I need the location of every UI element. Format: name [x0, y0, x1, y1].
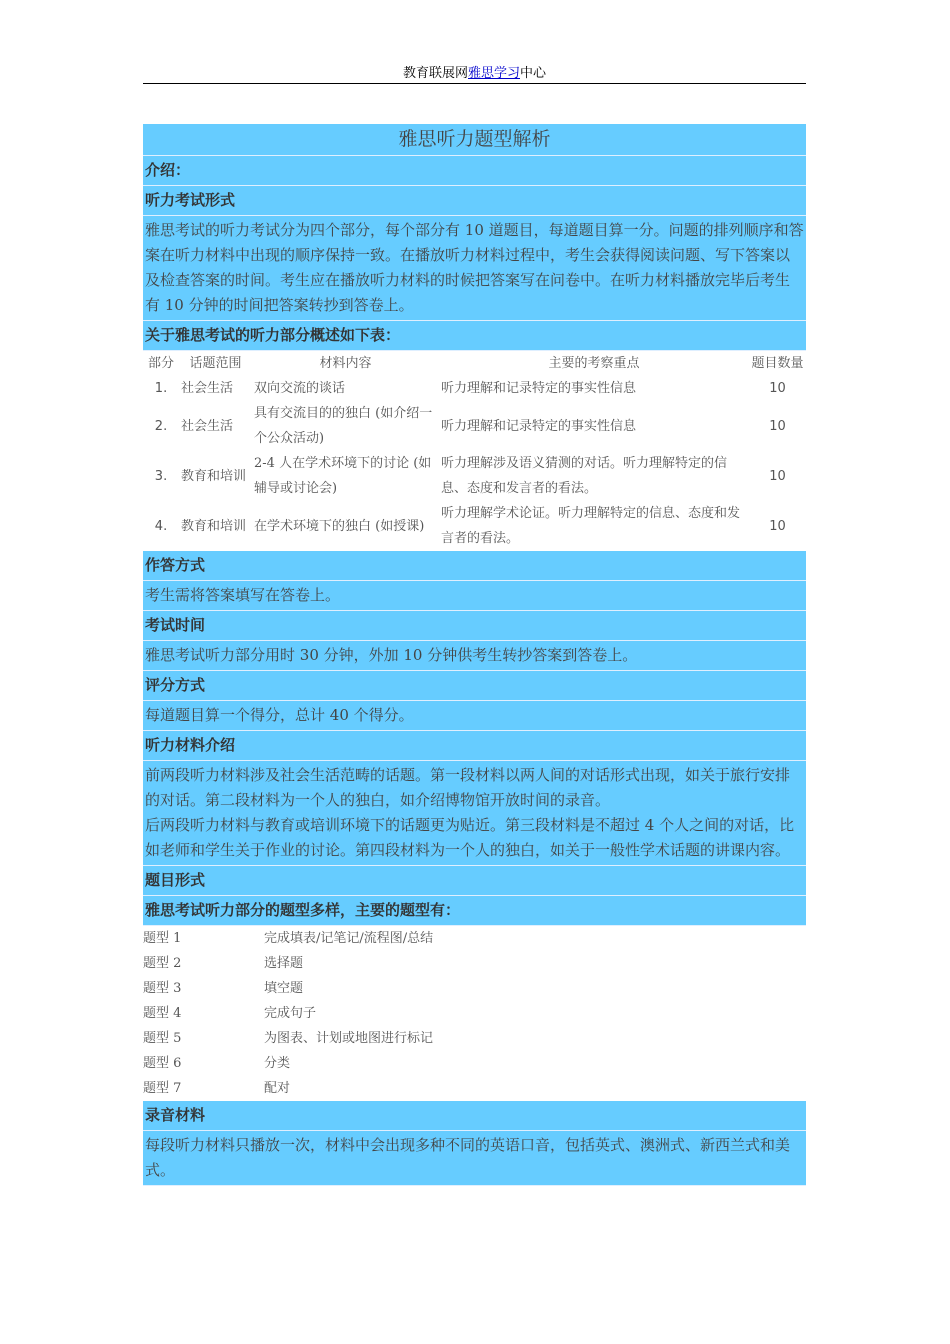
question-forms-intro: 雅思考试听力部分的题型多样，主要的题型有：	[143, 896, 806, 926]
list-item: 题型 2 选择题	[143, 956, 304, 971]
list-item: 题型 6 分类	[143, 1056, 291, 1071]
header-link[interactable]: 雅思学习	[467, 66, 520, 81]
table-cell: 10	[769, 381, 786, 396]
table-cell: 3.	[154, 468, 168, 484]
table-intro: 关于雅思考试的听力部分概述如下表：	[143, 321, 806, 351]
table-cell: 教育和培训	[181, 468, 247, 484]
list-item: 题型 7 配对	[143, 1081, 291, 1096]
list-item: 题型 3 填空题	[143, 981, 304, 996]
table-cell: 具有交流目的的独白 (如介绍一个公众活动)	[254, 406, 433, 446]
table-header: 题目数量	[751, 356, 804, 371]
table-cell: 10	[769, 518, 786, 534]
table-row	[143, 401, 806, 451]
header-prefix: 教育联展网	[402, 66, 468, 81]
recording-text: 每段听力材料只播放一次，材料中会出现多种不同的英语口音，包括英式、澳洲式、新西兰式和美式。	[143, 1131, 806, 1186]
table-row	[143, 501, 806, 551]
table-cell: 社会生活	[181, 381, 234, 396]
answer-method-heading: 作答方式	[143, 551, 806, 581]
table-header: 材料内容	[319, 356, 372, 371]
table-row	[143, 376, 806, 401]
table-cell: 双向交流的谈话	[254, 381, 346, 396]
document-content	[143, 124, 806, 1186]
answer-method-text: 考生需将答案填写在答卷上。	[143, 581, 806, 611]
question-forms-heading: 题目形式	[143, 866, 806, 896]
page-title: 雅思听力题型解析	[143, 124, 806, 156]
table-cell: 4.	[154, 518, 168, 534]
table-row	[143, 451, 806, 501]
scoring-text: 每道题目算一个得分，总计 40 个得分。	[143, 701, 806, 731]
intro-label: 介绍：	[143, 156, 806, 186]
list-item: 题型 5 为图表、计划或地图进行标记	[143, 1031, 434, 1046]
table-cell: 1.	[154, 381, 168, 396]
scoring-heading: 评分方式	[143, 671, 806, 701]
materials-paragraph-2: 后两段听力材料与教育或培训环境下的话题更为贴近。第三段材料是不超过 4 个人之间的对话，比如老师和学生关于作业的讨论。第四段材料为一个人的独白，如关于一般性学术话题的讲课内容。	[145, 816, 795, 859]
table-cell: 社会生活	[181, 418, 234, 434]
list-item: 题型 1 完成填表/记笔记/流程图/总结	[143, 931, 434, 946]
table-header-row	[143, 351, 806, 376]
table-cell: 在学术环境下的独白 (如授课)	[254, 518, 425, 534]
table-cell: 2-4 人在学术环境下的讨论 (如辅导或讨论会)	[254, 456, 432, 496]
list-item: 题型 4 完成句子	[143, 1006, 317, 1021]
header-suffix: 中心	[520, 66, 547, 81]
page-header	[143, 64, 806, 84]
materials-heading: 听力材料介绍	[143, 731, 806, 761]
table-cell: 教育和培训	[181, 518, 247, 534]
materials-paragraph-1: 前两段听力材料涉及社会生活范畴的话题。第一段材料以两人间的对话形式出现，如关于旅行安排的对话。第二段材料为一个人的独白，如介绍博物馆开放时间的录音。	[145, 766, 791, 809]
table-cell: 2.	[154, 418, 168, 434]
materials-text	[143, 761, 806, 866]
table-cell: 10	[769, 418, 786, 434]
table-cell: 听力理解学术论证。听力理解特定的信息、态度和发言者的看法。	[441, 506, 741, 546]
table-header: 话题范围	[189, 356, 242, 371]
table-cell: 10	[769, 468, 786, 484]
table-header: 主要的考察重点	[548, 356, 640, 371]
table-cell: 听力理解和记录特定的事实性信息	[441, 418, 637, 434]
table-cell: 听力理解涉及语义猜测的对话。听力理解特定的信息、态度和发言者的看法。	[441, 456, 728, 496]
exam-time-text: 雅思考试听力部分用时 30 分钟，外加 10 分钟供考生转抄答案到答卷上。	[143, 641, 806, 671]
format-text: 雅思考试的听力考试分为四个部分，每个部分有 10 道题目，每道题目算一分。问题的排列顺序和答案在听力材料中出现的顺序保持一致。在播放听力材料过程中，考生会获得阅读问题、写下答案以及检查答案的时间。考生应在播放听力材料的时候把答案写在问卷中。在听力材料播放完毕后考生有 10 分钟的时间把答案转抄到答卷上。	[143, 216, 806, 321]
table-header: 部分	[147, 356, 174, 371]
question-type-list	[143, 926, 806, 1101]
table-cell: 听力理解和记录特定的事实性信息	[441, 381, 637, 396]
recording-heading: 录音材料	[143, 1101, 806, 1131]
listening-table	[143, 351, 806, 551]
format-heading: 听力考试形式	[143, 186, 806, 216]
exam-time-heading: 考试时间	[143, 611, 806, 641]
